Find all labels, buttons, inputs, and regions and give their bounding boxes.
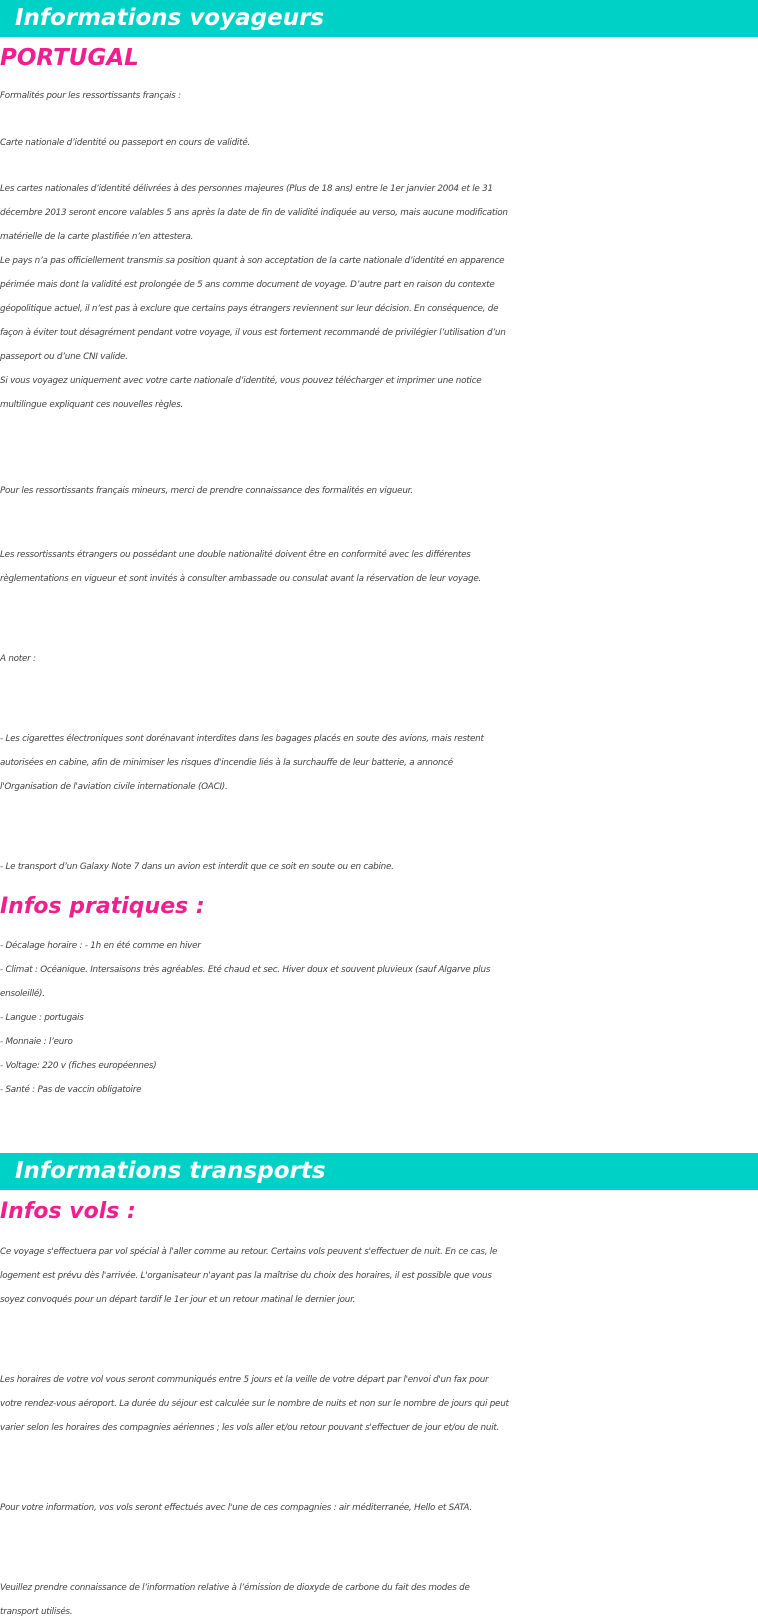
country-title: PORTUGAL <box>0 45 139 71</box>
list-item: - Santé : Pas de vaccin obligatoire <box>0 1085 142 1095</box>
list-item: ensoleillé). <box>0 989 45 999</box>
section-banner-transports: Informations transports <box>0 1153 758 1190</box>
list-item: - Langue : portugais <box>0 1013 84 1023</box>
list-item: - Décalage horaire : - 1h en été comme en hiver <box>0 941 201 951</box>
section-banner-voyageurs: Informations voyageurs <box>0 0 758 37</box>
carte-identite-text: Carte nationale d’identité ou passeport en cours de validité. <box>0 138 251 148</box>
infos-vols-heading: Infos vols : <box>0 1199 136 1224</box>
galaxy-note-text: - Le transport d’un Galaxy Note 7 dans un avion est interdit que ce soit en soute ou en cabine. <box>0 862 394 872</box>
co2-text: Veuillez prendre connaissance de l’information relative à l’émission de dioxyde de carbone du fait des modes de transport utilisés. <box>0 1583 470 1617</box>
infos-pratiques-list <box>0 934 758 1102</box>
etrangers-text: Les ressortissants étrangers ou possédant une double nationalité doivent être en conformité avec les différentes règlementations en vigueur et sont invités à consulter ambassade ou consulat avant la réservation de leur voyage. <box>0 550 482 584</box>
infos-pratiques-heading: Infos pratiques : <box>0 894 205 919</box>
cni-validite-text: Les cartes nationales d’identité délivrées à des personnes majeures (Plus de 18 ans) entre le 1er janvier 2004 et le 31 décembre 2013 seront encore valables 5 ans après la date de fin de validité indiquée au verso, mais aucune modification matérielle de la carte plastifiée n’en attestera. Le pays n’a pas officiellement transmis sa position quant à son acceptation de la carte nationale d’identité en apparence périmée mais dont la validité est prolongée de 5 ans comme document de voyage. D’autre part en raison du contexte géopolitique actuel, il n’est pas à exclure que certains pays étrangers reviennent sur leur décision. En conséquence, de façon à éviter tout désagrément pendant votre voyage, il vous est fortement recommandé de privilégier l’utilisation d’un passeport ou d’une CNI valide. Si vous voyagez uniquement avec votre carte nationale d’identité, vous pouvez télécharger et imprimer une notice multilingue expliquant ces nouvelles règles. <box>0 184 508 410</box>
cigarettes-text: - Les cigarettes électroniques sont dorénavant interdites dans les bagages placés en soute des avions, mais restent autorisées en cabine, afin de minimiser les risques d'incendie liés à la surchauffe de leur batterie, a annoncé l'Organisation de l'aviation civile internationale (OACI). <box>0 734 484 792</box>
a-noter-label: A noter : <box>0 654 36 664</box>
list-item: - Monnaie : l’euro <box>0 1037 73 1047</box>
formalites-intro: Formalités pour les ressortissants français : <box>0 91 181 101</box>
list-item: - Climat : Océanique. Intersaisons très agréables. Eté chaud et sec. Hiver doux et souvent pluvieux (sauf Algarve plus <box>0 965 491 975</box>
list-item: - Voltage: 220 v (fiches européennes) <box>0 1061 157 1071</box>
compagnies-text: Pour votre information, vos vols seront effectués avec l'une de ces compagnies : air méditerranée, Hello et SATA. <box>0 1503 472 1513</box>
vol-special-text: Ce voyage s'effectuera par vol spécial à l'aller comme au retour. Certains vols peuvent s'effectuer de nuit. En ce cas, le logement est prévu dès l'arrivée. L'organisateur n'ayant pas la maîtrise du choix des horaires, il est possible que vous soyez convoqués pour un départ tardif le 1er jour et un retour matinal le dernier jour. <box>0 1247 498 1305</box>
horaires-text: Les horaires de votre vol vous seront communiqués entre 5 jours et la veille de votre départ par l'envoi d'un fax pour votre rendez-vous aéroport. La durée du séjour est calculée sur le nombre de nuits et non sur le nombre de jours qui peut varier selon les horaires des compagnies aériennes ; les vols aller et/ou retour pouvant s'effectuer de jour et/ou de nuit. <box>0 1375 509 1433</box>
mineurs-text: Pour les ressortissants français mineurs, merci de prendre connaissance des formalités en vigueur. <box>0 486 413 496</box>
